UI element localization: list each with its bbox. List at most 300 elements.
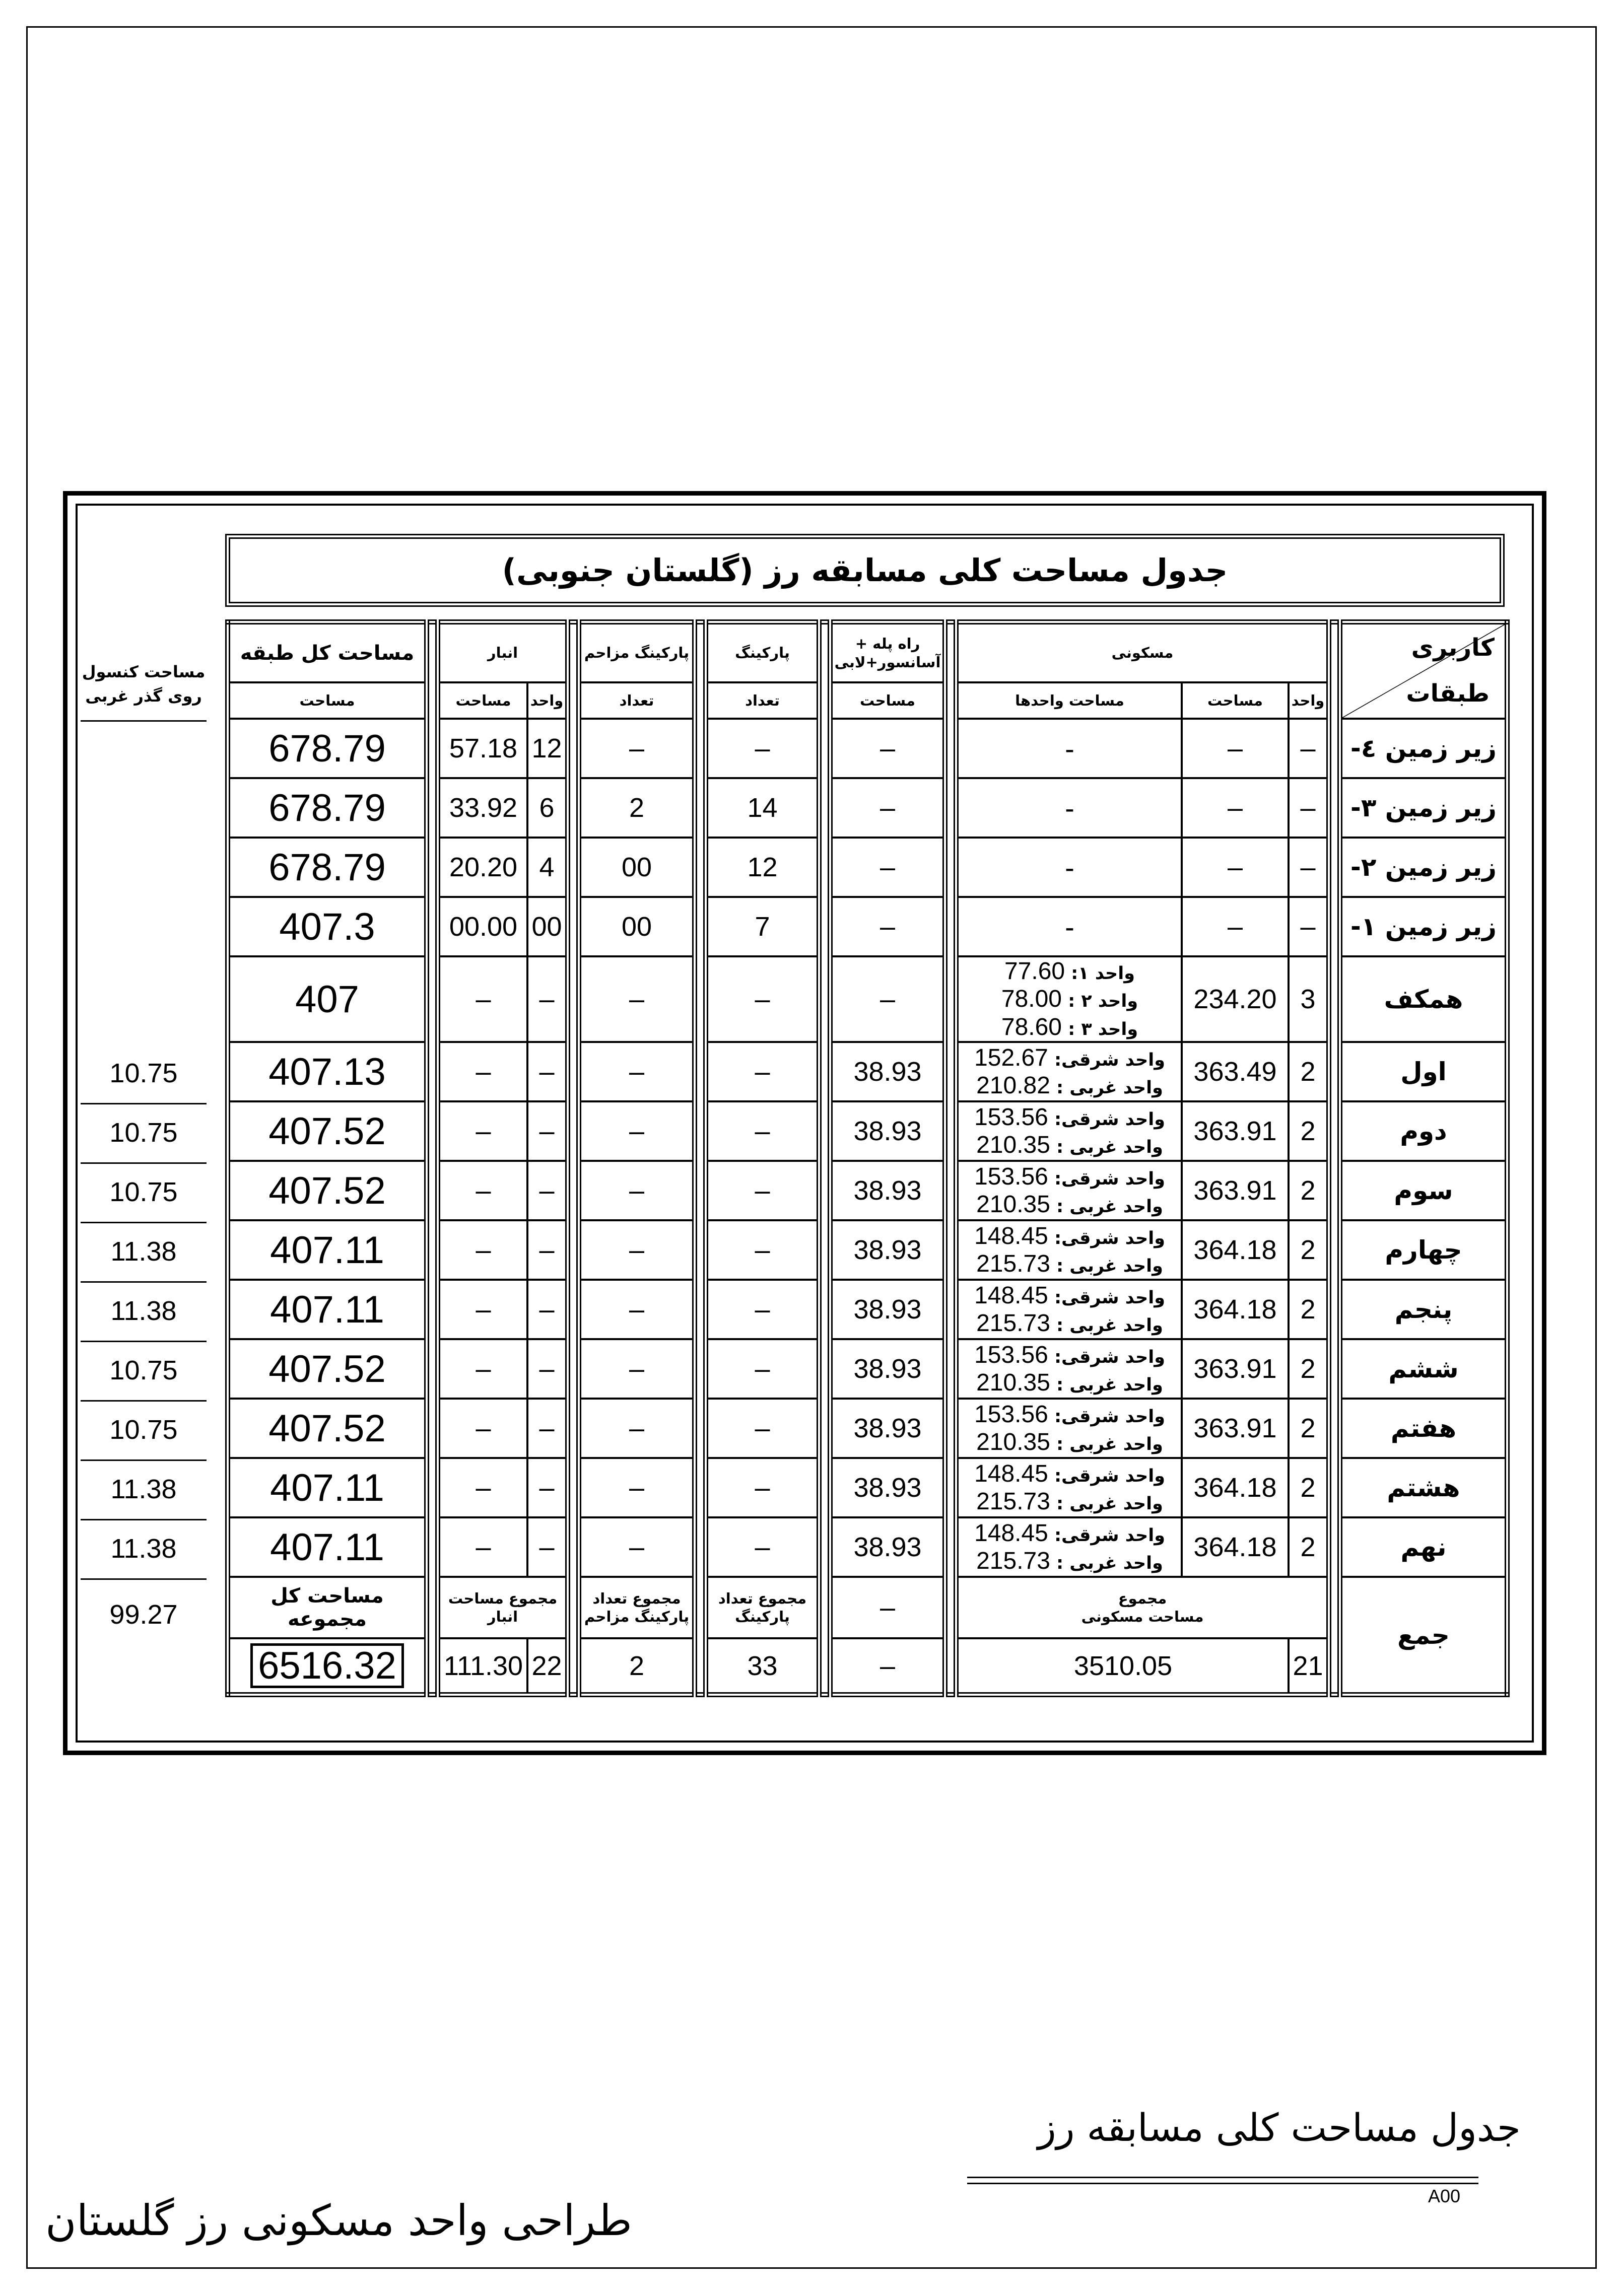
unit-label: واحد شرقی:: [1054, 1525, 1165, 1546]
console-header-line1: مساحت کنسول: [82, 662, 206, 681]
header-stair-line2: آسانسور+لابی: [834, 653, 941, 671]
cell-parking-count: 14: [706, 778, 819, 838]
cell-parking-blocking: –: [579, 1220, 695, 1280]
subheader-stair-area: مساحت: [830, 682, 945, 719]
cell-res-area: 363.91: [1182, 1101, 1289, 1161]
console-rule: [81, 1578, 207, 1580]
unit-value: 210.82: [976, 1072, 1050, 1099]
cell-storage-area: 33.92: [438, 778, 527, 838]
unit-label: –: [1065, 740, 1074, 761]
cell-parking-blocking: 00: [579, 838, 695, 897]
totals-storage-area: 111.30: [438, 1638, 527, 1695]
unit-label: واحد غربی :: [1056, 1315, 1163, 1336]
subheader-area: مساحت: [228, 682, 427, 719]
cell-res-unit: 2: [1289, 1101, 1329, 1161]
totals-storage-label: [438, 1577, 568, 1638]
cell-floor-total: 407.13: [228, 1042, 427, 1101]
cell-parking-count: 7: [706, 897, 819, 956]
cell-units-area: [956, 1161, 1182, 1220]
separator: [819, 622, 830, 1695]
cell-storage-unit: –: [527, 1220, 568, 1280]
unit-value: 210.35: [976, 1191, 1050, 1218]
cell-storage-unit: –: [527, 1458, 568, 1517]
unit-value: 215.73: [976, 1488, 1050, 1515]
cell-storage-unit: –: [527, 1399, 568, 1458]
header-storage: انبار: [438, 622, 568, 682]
cell-stair-area: –: [830, 897, 945, 956]
header-usage: کاربری: [1411, 634, 1495, 662]
cell-floor-name: زیر زمین ٤-: [1340, 719, 1507, 778]
header-stair: [830, 622, 945, 682]
unit-area-line: [959, 1428, 1181, 1456]
cell-storage-area: 00.00: [438, 897, 527, 956]
unit-value: 215.73: [976, 1310, 1050, 1337]
cell-res-area: 234.20: [1182, 956, 1289, 1042]
totals-label: جمع: [1340, 1577, 1507, 1695]
cell-stair-area: –: [830, 778, 945, 838]
cell-units-area: [956, 1458, 1182, 1517]
cell-floor-name: پنجم: [1340, 1280, 1507, 1339]
cell-units-area: [956, 719, 1182, 778]
cell-parking-count: –: [706, 1042, 819, 1101]
unit-value: 78.00: [1001, 986, 1062, 1013]
unit-label: –: [1065, 800, 1074, 820]
table-row: [228, 1399, 1507, 1458]
cell-floor-total: 407.11: [228, 1220, 427, 1280]
totals-blocking: 2: [579, 1638, 695, 1695]
grand-total-value: 6516.32: [250, 1643, 404, 1689]
subheader-storage-area: مساحت: [438, 682, 527, 719]
cell-parking-count: –: [706, 1220, 819, 1280]
header-parking-blocking: پارکینگ مزاحم: [579, 622, 695, 682]
totals-grand-total-cell: [228, 1638, 427, 1695]
cell-storage-area: –: [438, 1280, 527, 1339]
cell-storage-area: –: [438, 1161, 527, 1220]
totals-stair-label: –: [830, 1577, 945, 1638]
cell-storage-unit: –: [527, 1517, 568, 1577]
unit-label: واحد شرقی:: [1054, 1109, 1165, 1130]
cell-units-area: [956, 1399, 1182, 1458]
totals-res-label-line2: مساحت مسکونی: [1081, 1608, 1204, 1625]
unit-area-line: [959, 734, 1181, 762]
cell-parking-blocking: –: [579, 1399, 695, 1458]
unit-area-line: [959, 1488, 1181, 1515]
console-value: 10.75: [109, 1355, 178, 1385]
subheader-blocking-count: تعداد: [579, 682, 695, 719]
cell-res-area: 363.91: [1182, 1339, 1289, 1399]
cell-res-unit: 2: [1289, 1220, 1329, 1280]
cell-floor-name: چهارم: [1340, 1220, 1507, 1280]
cell-stair-area: 38.93: [830, 1399, 945, 1458]
area-table: [225, 619, 1510, 1697]
cell-stair-area: 38.93: [830, 1161, 945, 1220]
subheader-res-unit: واحد: [1289, 682, 1329, 719]
cell-res-area: 363.49: [1182, 1042, 1289, 1101]
cell-units-area: [956, 1220, 1182, 1280]
unit-value: 148.45: [974, 1282, 1048, 1309]
cell-storage-unit: 00: [527, 897, 568, 956]
cell-res-unit: 3: [1289, 956, 1329, 1042]
table-row: [228, 1339, 1507, 1399]
cell-stair-area: –: [830, 956, 945, 1042]
cell-res-unit: –: [1289, 719, 1329, 778]
totals-grand-label: مساحت کل مجموعه: [228, 1577, 427, 1638]
unit-value: 153.56: [974, 1103, 1048, 1131]
cell-res-area: 364.18: [1182, 1220, 1289, 1280]
cell-res-unit: 2: [1289, 1042, 1329, 1101]
cell-res-area: 364.18: [1182, 1280, 1289, 1339]
cell-floor-total: 407.11: [228, 1517, 427, 1577]
cell-floor-name: سوم: [1340, 1161, 1507, 1220]
cell-parking-blocking: –: [579, 719, 695, 778]
unit-label: واحد شرقی:: [1054, 1466, 1165, 1486]
unit-value: 77.60: [1004, 958, 1065, 985]
unit-value: 148.45: [974, 1460, 1048, 1487]
unit-value: 215.73: [976, 1250, 1050, 1277]
cell-res-unit: 2: [1289, 1161, 1329, 1220]
cell-floor-total: 407.11: [228, 1458, 427, 1517]
cell-res-area: –: [1182, 897, 1289, 956]
unit-label: واحد شرقی:: [1054, 1406, 1165, 1427]
separator: [427, 622, 438, 1695]
unit-area-line: [959, 957, 1181, 985]
console-rule: [81, 1341, 207, 1342]
cell-units-area: [956, 1517, 1182, 1577]
cell-floor-total: 407.52: [228, 1339, 427, 1399]
unit-area-line: [959, 1401, 1181, 1428]
cell-floor-name: هفتم: [1340, 1399, 1507, 1458]
cell-units-area: [956, 778, 1182, 838]
header-parking: پارکینگ: [706, 622, 819, 682]
console-value: 10.75: [109, 1415, 178, 1445]
unit-label: –: [1065, 919, 1074, 939]
cell-res-area: –: [1182, 838, 1289, 897]
cell-stair-area: 38.93: [830, 1458, 945, 1517]
cell-stair-area: 38.93: [830, 1042, 945, 1101]
console-rule: [81, 1400, 207, 1402]
unit-value: 78.60: [1001, 1013, 1062, 1040]
cell-floor-total: 407.3: [228, 897, 427, 956]
cell-units-area: [956, 1101, 1182, 1161]
totals-storage-label-line1: مجموع مساحت: [448, 1589, 558, 1607]
cell-parking-count: –: [706, 1161, 819, 1220]
cell-parking-count: –: [706, 1458, 819, 1517]
unit-area-line: [959, 1282, 1181, 1309]
unit-area-line: [959, 1309, 1181, 1337]
unit-area-line: [959, 1044, 1181, 1072]
totals-parking-label-line2: پارکینگ: [735, 1608, 790, 1625]
unit-label: واحد ١:: [1071, 963, 1135, 984]
cell-storage-unit: –: [527, 1161, 568, 1220]
cell-res-unit: 2: [1289, 1280, 1329, 1339]
totals-value-row: [228, 1638, 1507, 1695]
unit-value: 153.56: [974, 1401, 1048, 1428]
console-header-line2: روی گذر غربی: [85, 686, 202, 706]
cell-floor-total: 407.52: [228, 1101, 427, 1161]
unit-area-line: [959, 1222, 1181, 1250]
cell-storage-area: –: [438, 956, 527, 1042]
unit-area-line: [959, 985, 1181, 1013]
cell-floor-total: 678.79: [228, 838, 427, 897]
totals-parking: 33: [706, 1638, 819, 1695]
table-row: [228, 1280, 1507, 1339]
totals-res-units: 21: [1289, 1638, 1329, 1695]
separator: [568, 622, 579, 1695]
table-title-box: [225, 534, 1505, 607]
unit-label: واحد ٣ :: [1068, 1019, 1138, 1039]
unit-area-line: [959, 1131, 1181, 1159]
console-value: 11.38: [110, 1534, 177, 1564]
cell-floor-name: نهم: [1340, 1517, 1507, 1577]
totals-storage-units: 22: [527, 1638, 568, 1695]
cell-res-area: –: [1182, 719, 1289, 778]
cell-parking-blocking: –: [579, 1101, 695, 1161]
header-usage-floors: [1340, 622, 1507, 719]
cell-res-unit: 2: [1289, 1399, 1329, 1458]
cell-floor-name: هشتم: [1340, 1458, 1507, 1517]
console-rule: [81, 1103, 207, 1104]
cell-parking-blocking: –: [579, 1517, 695, 1577]
unit-label: واحد شرقی:: [1054, 1168, 1165, 1189]
cell-storage-unit: –: [527, 1042, 568, 1101]
cell-storage-unit: 4: [527, 838, 568, 897]
cell-floor-name: اول: [1340, 1042, 1507, 1101]
unit-value: 148.45: [974, 1222, 1048, 1249]
cell-parking-count: –: [706, 1517, 819, 1577]
console-value: 11.38: [110, 1296, 177, 1326]
unit-label: واحد غربی :: [1056, 1256, 1163, 1276]
unit-value: 152.67: [974, 1044, 1048, 1071]
cell-units-area: [956, 1042, 1182, 1101]
unit-value: 153.56: [974, 1341, 1048, 1368]
cell-storage-unit: –: [527, 1339, 568, 1399]
table-row: [228, 1042, 1507, 1101]
totals-storage-label-line2: انبار: [487, 1608, 518, 1625]
cell-parking-count: –: [706, 719, 819, 778]
table-row: [228, 956, 1507, 1042]
cell-parking-blocking: –: [579, 1042, 695, 1101]
cell-units-area: [956, 1339, 1182, 1399]
cell-storage-area: –: [438, 1220, 527, 1280]
cell-storage-area: 57.18: [438, 719, 527, 778]
table-row: [228, 1517, 1507, 1577]
cell-storage-area: –: [438, 1458, 527, 1517]
cell-storage-area: –: [438, 1517, 527, 1577]
unit-area-line: [959, 853, 1181, 881]
unit-label: واحد غربی :: [1056, 1553, 1163, 1573]
cell-stair-area: 38.93: [830, 1220, 945, 1280]
cell-res-area: 363.91: [1182, 1161, 1289, 1220]
unit-value: 215.73: [976, 1548, 1050, 1574]
console-rule: [81, 1459, 207, 1461]
console-rule: [81, 720, 207, 722]
totals-parking-label: [706, 1577, 819, 1638]
cell-floor-name: ششم: [1340, 1339, 1507, 1399]
cell-parking-blocking: –: [579, 1458, 695, 1517]
console-header: [81, 660, 207, 708]
cell-res-area: 364.18: [1182, 1517, 1289, 1577]
totals-res-label: [956, 1577, 1329, 1638]
unit-area-line: [959, 913, 1181, 940]
cell-stair-area: 38.93: [830, 1280, 945, 1339]
cell-parking-blocking: –: [579, 1280, 695, 1339]
cell-res-area: –: [1182, 778, 1289, 838]
cell-parking-count: –: [706, 956, 819, 1042]
cell-storage-area: 20.20: [438, 838, 527, 897]
cell-res-unit: 2: [1289, 1458, 1329, 1517]
separator: [1329, 622, 1340, 1695]
unit-area-line: [959, 1103, 1181, 1131]
unit-label: واحد غربی :: [1056, 1494, 1163, 1514]
cell-storage-area: –: [438, 1101, 527, 1161]
cell-res-area: 363.91: [1182, 1399, 1289, 1458]
console-rule: [81, 1519, 207, 1520]
cell-units-area: [956, 1280, 1182, 1339]
subheader-units-area: مساحت واحدها: [956, 682, 1182, 719]
cell-floor-name: دوم: [1340, 1101, 1507, 1161]
unit-label: –: [1065, 859, 1074, 880]
cell-res-unit: –: [1289, 897, 1329, 956]
unit-label: واحد شرقی:: [1054, 1228, 1165, 1248]
cell-stair-area: 38.93: [830, 1101, 945, 1161]
unit-label: واحد غربی :: [1056, 1197, 1163, 1217]
cell-units-area: [956, 956, 1182, 1042]
console-rule: [81, 1222, 207, 1223]
table-row: [228, 778, 1507, 838]
console-value: 11.38: [110, 1474, 177, 1504]
unit-area-line: [959, 1519, 1181, 1547]
unit-area-line: [959, 1163, 1181, 1191]
unit-area-line: [959, 794, 1181, 821]
cell-storage-area: –: [438, 1399, 527, 1458]
cell-storage-unit: –: [527, 956, 568, 1042]
footer-rule: [967, 2183, 1478, 2184]
cell-floor-total: 407.11: [228, 1280, 427, 1339]
subheader-parking-count: تعداد: [706, 682, 819, 719]
cell-res-area: 364.18: [1182, 1458, 1289, 1517]
table-row: [228, 1101, 1507, 1161]
table-row: [228, 838, 1507, 897]
subheader-res-area: مساحت: [1182, 682, 1289, 719]
cell-res-unit: –: [1289, 778, 1329, 838]
cell-res-unit: –: [1289, 838, 1329, 897]
cell-stair-area: –: [830, 838, 945, 897]
cell-floor-name: همکف: [1340, 956, 1507, 1042]
header-residential: مسکونی: [956, 622, 1329, 682]
totals-parking-label-line1: مجموع تعداد: [718, 1589, 807, 1607]
subheader-storage-unit: واحد: [527, 682, 568, 719]
unit-area-line: [959, 1369, 1181, 1397]
cell-storage-area: –: [438, 1042, 527, 1101]
table-row: [228, 1458, 1507, 1517]
cell-storage-unit: 12: [527, 719, 568, 778]
cell-stair-area: –: [830, 719, 945, 778]
cell-stair-area: 38.93: [830, 1339, 945, 1399]
separator: [945, 622, 956, 1695]
unit-area-line: [959, 1341, 1181, 1369]
unit-label: واحد شرقی:: [1054, 1287, 1165, 1308]
cell-parking-count: –: [706, 1339, 819, 1399]
cell-parking-count: 12: [706, 838, 819, 897]
totals-res-label-line1: مجموع: [1118, 1589, 1167, 1607]
unit-label: واحد غربی :: [1056, 1434, 1163, 1454]
unit-value: 153.56: [974, 1163, 1048, 1190]
console-value: 10.75: [109, 1058, 178, 1088]
table-row: [228, 1220, 1507, 1280]
header-row-1: [228, 622, 1507, 682]
unit-label: واحد غربی :: [1056, 1078, 1163, 1098]
unit-label: واحد شرقی:: [1054, 1347, 1165, 1367]
cell-floor-total: 678.79: [228, 778, 427, 838]
cell-floor-total: 407: [228, 956, 427, 1042]
console-rule: [81, 1281, 207, 1283]
cell-floor-total: 678.79: [228, 719, 427, 778]
totals-blocking-label-line1: مجموع تعداد: [592, 1589, 681, 1607]
totals-res-area: 3510.05: [956, 1638, 1289, 1695]
footer-rule: [967, 2177, 1478, 2178]
totals-label-row: [228, 1577, 1507, 1638]
cell-floor-name: زیر زمین ١-: [1340, 897, 1507, 956]
cell-storage-unit: –: [527, 1280, 568, 1339]
header-floors: طبقات: [1406, 679, 1490, 708]
table-title: جدول مساحت کلی مسابقه رز (گلستان جنوبی): [502, 552, 1228, 589]
unit-label: واحد غربی :: [1056, 1137, 1163, 1157]
cell-parking-blocking: –: [579, 956, 695, 1042]
cell-parking-count: –: [706, 1399, 819, 1458]
unit-area-line: [959, 1013, 1181, 1041]
cell-parking-count: –: [706, 1101, 819, 1161]
cell-floor-name: زیر زمین ٣-: [1340, 778, 1507, 838]
unit-area-line: [959, 1072, 1181, 1099]
console-value: 10.75: [109, 1177, 178, 1207]
unit-value: 148.45: [974, 1519, 1048, 1547]
cell-parking-blocking: 00: [579, 897, 695, 956]
unit-area-line: [959, 1250, 1181, 1278]
unit-label: واحد ٢ :: [1068, 991, 1138, 1012]
console-value: 11.38: [110, 1236, 177, 1267]
totals-blocking-label-line2: پارکینگ مزاحم: [584, 1608, 690, 1625]
header-stair-line1: راه پله +: [855, 635, 920, 653]
unit-label: واحد شرقی:: [1054, 1050, 1165, 1070]
table-row: [228, 1161, 1507, 1220]
console-total: 99.27: [109, 1599, 178, 1630]
unit-area-line: [959, 1547, 1181, 1575]
cell-parking-blocking: –: [579, 1161, 695, 1220]
cell-parking-blocking: –: [579, 1339, 695, 1399]
unit-area-line: [959, 1460, 1181, 1488]
separator: [695, 622, 706, 1695]
cell-storage-unit: –: [527, 1101, 568, 1161]
unit-value: 210.35: [976, 1429, 1050, 1455]
console-value: 10.75: [109, 1118, 178, 1148]
header-row-2: [228, 682, 1507, 719]
footer-sheet-title: جدول مساحت کلی مسابقه رز: [1038, 2105, 1521, 2150]
cell-stair-area: 38.93: [830, 1517, 945, 1577]
cell-floor-name: زیر زمین ٢-: [1340, 838, 1507, 897]
cell-parking-blocking: 2: [579, 778, 695, 838]
header-floor-total: مساحت کل طبقه: [228, 622, 427, 682]
cell-parking-count: –: [706, 1280, 819, 1339]
totals-blocking-label: [579, 1577, 695, 1638]
table-row: [228, 719, 1507, 778]
cell-res-unit: 2: [1289, 1339, 1329, 1399]
cell-storage-unit: 6: [527, 778, 568, 838]
console-rule: [81, 1162, 207, 1164]
cell-res-unit: 2: [1289, 1517, 1329, 1577]
cell-floor-total: 407.52: [228, 1399, 427, 1458]
unit-label: واحد غربی :: [1056, 1375, 1163, 1395]
footer-sheet-code: A00: [1428, 2186, 1461, 2206]
